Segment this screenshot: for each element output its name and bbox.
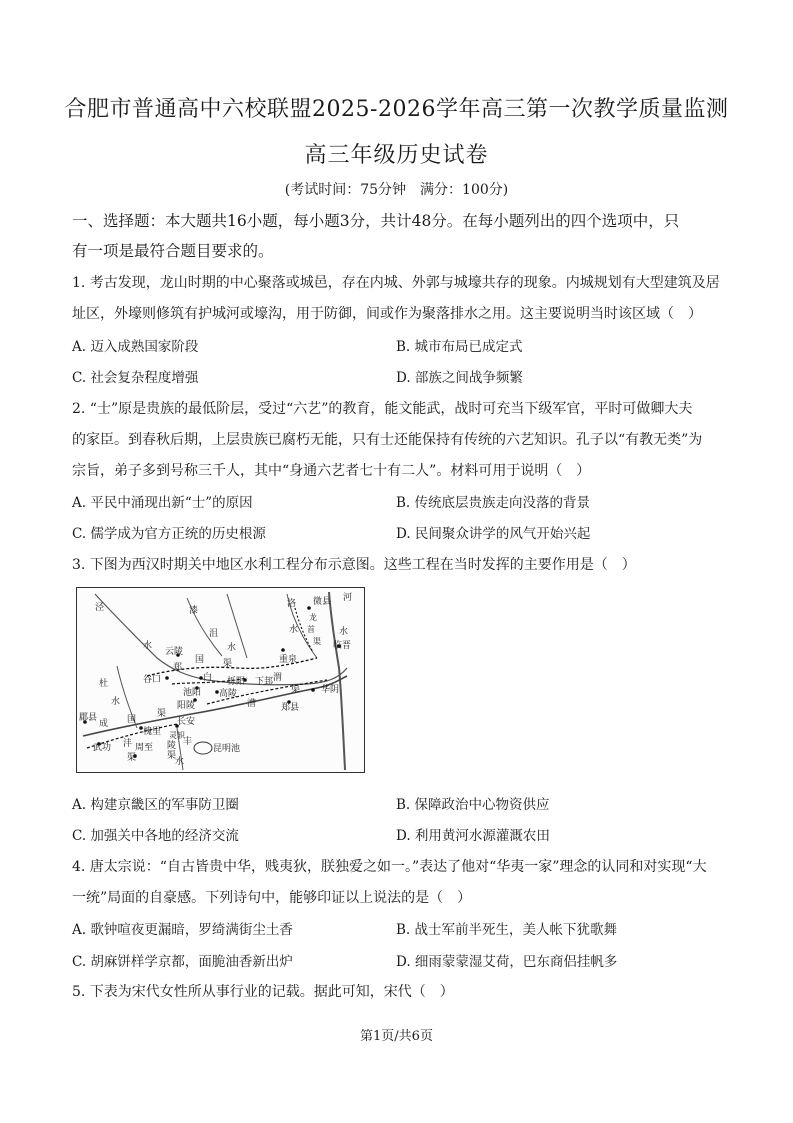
question-4-option-d: D. 细雨蒙蒙湿艾荷，巴东商侣挂帆多 [396, 954, 618, 970]
map-label-wei: 渭 [273, 673, 283, 683]
map-label-lingzhi: 灵轵 [169, 731, 185, 740]
map-label-kunmingchi: 昆明池 [213, 744, 241, 754]
map-label-du: 杜 [99, 679, 109, 689]
map-label-qu-2: 渠 [223, 659, 233, 669]
map-label-zheng: 郑 [173, 663, 183, 673]
map-label-yunling: 云陵 [165, 647, 184, 657]
question-4-option-c: C. 胡麻饼样学京都，面脆油香新出炉 [72, 954, 293, 970]
question-3-option-d: D. 利用黄河水源灌溉农田 [396, 828, 550, 844]
question-1-option-c: C. 社会复杂程度增强 [72, 370, 199, 386]
section-instruction-line2: 有一项是最符合题目要求的。 [72, 242, 274, 260]
map-label-he: 河 [343, 593, 353, 603]
map-label-ling: 陵 [167, 741, 177, 751]
section-instruction-line1: 一、选择题：本大题共16小题，每小题3分，共计48分。在每小题列出的四个选项中，只 [72, 212, 680, 230]
question-2-option-d: D. 民间聚众讲学的风气开始兴起 [396, 526, 591, 542]
map-label-guo: 国 [195, 655, 205, 665]
question-3-option-a: A. 构建京畿区的军事防卫圈 [72, 797, 239, 813]
map-label-huayin: 华阴 [321, 685, 340, 695]
map-label-cao: 漕 [247, 699, 257, 709]
exam-subtitle: 高三年级历史试卷 [304, 143, 489, 168]
map-label-xiagui: 下邽 [255, 677, 274, 687]
map-label-changan: 长安 [177, 717, 196, 727]
map-label-shui-6: 水 [175, 757, 185, 767]
map-label-zhouzhi: 周至 [135, 743, 154, 753]
map-label-long: 龙 [309, 613, 317, 622]
map-label-shui-5: 水 [111, 697, 121, 707]
map-label-qu-1: 渠 [313, 637, 321, 646]
map-label-feng: 沣 [123, 739, 133, 749]
map-label-chongquan: 重泉 [279, 655, 298, 665]
map-label-ju: 沮 [209, 629, 219, 639]
question-4-option-a: A. 歌钟喧夜更漏暗，罗绮满街尘土香 [72, 922, 293, 938]
map-label-weixian: 微县 [313, 597, 332, 607]
question-1-line2: 址区，外壕则修筑有护城河或壕沟，用于防御，间或作为聚落排水之用。这主要说明当时该区域（ ） [72, 306, 702, 322]
map-label-qu-6: 渠 [167, 751, 177, 761]
question-2-line3: 宗旨，弟子多到号称三千人，其中“身通六艺者七十有二人”。材料可用于说明（ ） [72, 463, 591, 479]
question-2-option-b: B. 传统底层贵族走向没落的背景 [396, 495, 591, 511]
map-label-shui-3: 水 [289, 625, 299, 635]
map-label-feng-shui: 丰 [183, 737, 193, 747]
map-label-shui-2: 水 [227, 643, 237, 653]
map-label-qu-4: 渠 [291, 685, 301, 695]
question-4-line2: 一统”局面的自豪感。下列诗句中，能够印证以上说法的是（ ） [72, 890, 472, 906]
question-1-line1: 1. 考古发现，龙山时期的中心聚落或城邑，存在内城、外郭与城壕共存的现象。内城规划有大型建筑及居 [72, 275, 720, 291]
question-5-line1: 5. 下表为宋代女性所从事行业的记载。据此可知，宋代（ ） [72, 984, 454, 1000]
question-4-option-b: B. 战士军前半死生，美人帐下犹歌舞 [396, 922, 618, 938]
map-label-zhengxian: 郑县 [281, 703, 300, 713]
question-3-option-b: B. 保障政治中心物资供应 [396, 797, 550, 813]
map-label-meixian: 郿县 [79, 713, 98, 723]
question-2-line2: 的家臣。到春秋后期，上层贵族已腐朽无能，只有士还能保持有传统的六艺知识。孔子以“有教无类”为 [72, 432, 703, 448]
map-label-linjin: 临晋 [333, 641, 352, 651]
question-2-option-c: C. 儒学成为官方正统的历史根源 [72, 526, 266, 542]
map-label-gukou: 谷口 [143, 675, 162, 685]
map-label-shou: 首 [307, 625, 315, 634]
map-label-qu-3: 渠 [157, 709, 167, 719]
map-label-bai: 白 [203, 673, 213, 683]
map-label-shui-4: 水 [339, 627, 349, 637]
question-1-option-a: A. 迈入成熟国家阶段 [72, 339, 199, 355]
question-1-option-b: B. 城市布局已成定式 [396, 339, 523, 355]
western-han-irrigation-map [76, 587, 365, 773]
question-3-option-c: C. 加强关中各地的经济交流 [72, 828, 239, 844]
map-label-huaili: 槐里 [143, 727, 162, 737]
question-2-line1: 2. “士”原是贵族的最低阶层，受过“六艺”的教育，能文能武，战时可充当下级军官，平时可做卿大夫 [72, 401, 693, 417]
map-label-jing: 泾 [95, 603, 105, 613]
question-3-line1: 3. 下图为西汉时期关中地区水利工程分布示意图。这些工程在当时发挥的主要作用是（ ） [72, 557, 636, 573]
exam-info: (考试时间：75分钟 满分：100分) [284, 182, 509, 198]
map-label-yangling: 阳陵 [177, 701, 196, 711]
question-2-option-a: A. 平民中涌现出新“士”的原因 [72, 495, 253, 511]
map-label-luo: 洛 [287, 599, 297, 609]
page-number: 第1页/共6页 [360, 1029, 433, 1044]
question-4-line1: 4. 唐太宗说：“自古皆贵中华，贱夷狄，朕独爱之如一。”表达了他对“华夷一家”理念的认同和对实现“大 [72, 859, 707, 875]
map-label-qi: 漆 [189, 606, 199, 616]
map-label-chiyang: 池阳 [183, 688, 202, 698]
map-label-yueyang: 栎阳 [227, 677, 246, 687]
question-1-option-d: D. 部族之间战争频繁 [396, 370, 523, 386]
map-label-cheng: 成 [99, 719, 109, 729]
map-label-qu-5: 渠 [127, 753, 137, 763]
map-label-guo-2: 国 [127, 715, 137, 725]
map-label-gaoling: 高陵 [219, 689, 238, 699]
exam-title: 合肥市普通高中六校联盟2025-2026学年高三第一次教学质量监测 [64, 97, 729, 122]
map-label-wugong: 武功 [93, 743, 112, 753]
map-label-shui: 水 [143, 641, 153, 651]
